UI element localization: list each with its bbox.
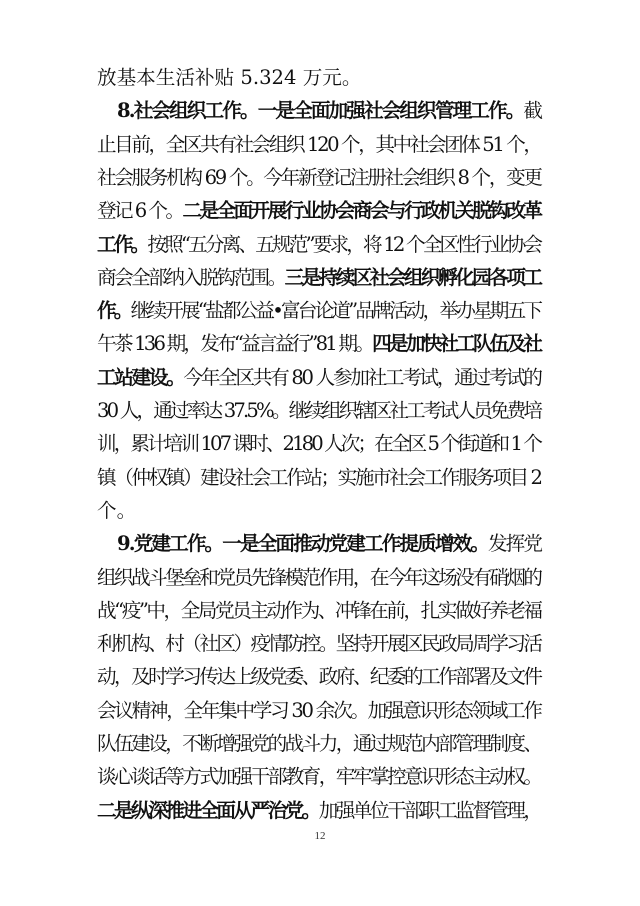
bold-heading-text: 工站建设。: [97, 365, 184, 389]
text-line: [0, 760, 640, 794]
body-text-run: 加强单位干部职工监督管理，: [318, 798, 541, 822]
bold-heading-text: 作。: [97, 299, 131, 323]
text-line: [0, 527, 640, 561]
body-text-run: 战“疫”中，全局党员主动作为、冲锋在前，扎实做好养老福: [97, 598, 541, 622]
text-line: [0, 594, 640, 628]
bold-heading-text: 二是纵深推进全面从严治党。: [97, 798, 319, 822]
text-line: [0, 161, 640, 195]
text-line: [0, 727, 640, 761]
body-text-run: 商会全部纳入脱钩范围。: [97, 265, 285, 289]
text-line: [0, 461, 640, 495]
bold-heading-text: 四是加快社工队伍及社: [372, 332, 541, 356]
body-text-run: 训，累计培训 107 课时、2180 人次；在全区 5 个街道和 1 个: [97, 432, 541, 456]
text-line: [0, 228, 640, 262]
text-line: [0, 494, 640, 528]
body-text-run: 放基本生活补贴 5.324 万元。: [97, 66, 362, 89]
text-line: [0, 294, 640, 328]
body-text-run: 动，及时学习传达上级党委、政府、纪委的工作部署及文件: [97, 665, 541, 689]
body-text-run: 按照“五分离、五规范”要求，将 12 个全区性行业协会: [147, 232, 541, 256]
bold-heading-text: 8.社会组织工作。一是全面加强社会组织管理工作。: [117, 99, 524, 123]
body-text-run: 个。: [97, 498, 137, 522]
text-line: [0, 94, 640, 128]
body-text-run: 社会服务机构 69 个。今年新登记注册社会组织 8 个，变更: [97, 165, 541, 189]
body-text-run: 午茶 136 期，发布“益言益行”81 期。: [97, 332, 373, 356]
bold-heading-text: 三是持续区社会组织孵化园各项工: [284, 265, 541, 289]
bold-heading-text: 工作。: [97, 232, 148, 256]
body-text-run: 今年全区共有 80 人参加社工考试，通过考试的: [183, 365, 541, 389]
text-line: [0, 261, 640, 295]
text-line: [0, 627, 640, 661]
page-number: 12: [314, 830, 326, 842]
text-line: [0, 61, 640, 95]
body-text-run: 组织战斗堡垒和党员先锋模范作用，在今年这场没有硝烟的: [97, 565, 541, 589]
text-line: [0, 794, 640, 828]
text-line: [0, 327, 640, 361]
bold-heading-text: 9.党建工作。一是全面推动党建工作提质增效。: [117, 532, 488, 556]
text-line: [0, 694, 640, 728]
body-text-run: 利机构、村（社区）疫情防控。坚持开展区民政局周学习活: [97, 632, 541, 656]
text-line: [0, 128, 640, 162]
bold-heading-text: 二是全面开展行业协会商会与行政机关脱钩改革: [182, 199, 541, 223]
text-line: [0, 660, 640, 694]
body-text-run: 30 人，通过率达 37.5%。继续组织辖区社工考试人员免费培: [97, 399, 541, 422]
body-text-run: 镇（仲权镇）建设社会工作站；实施市社会工作服务项目 2: [97, 465, 541, 489]
body-text-run: 会议精神，全年集中学习 30 余次。加强意识形态领域工作: [97, 698, 541, 722]
text-line: [0, 561, 640, 595]
text-line: [0, 361, 640, 395]
body-text-run: 队伍建设，不断增强党的战斗力，通过规范内部管理制度、: [97, 732, 541, 755]
text-line: [0, 427, 640, 461]
body-text-run: 截: [523, 99, 542, 123]
body-text-run: 继续开展“盐都公益•富台论道”品牌活动，举办星期五下: [130, 299, 541, 323]
text-line: [0, 394, 640, 428]
body-text-run: 登记 6 个。: [97, 199, 183, 223]
body-text-run: 止目前，全区共有社会组织 120 个，其中社会团体 51 个，: [97, 132, 541, 156]
body-text-run: 发挥党: [487, 532, 542, 556]
text-line: [0, 194, 640, 228]
body-text-run: 谈心谈话等方式加强干部教育，牢牢掌控意识形态主动权。: [97, 765, 541, 789]
